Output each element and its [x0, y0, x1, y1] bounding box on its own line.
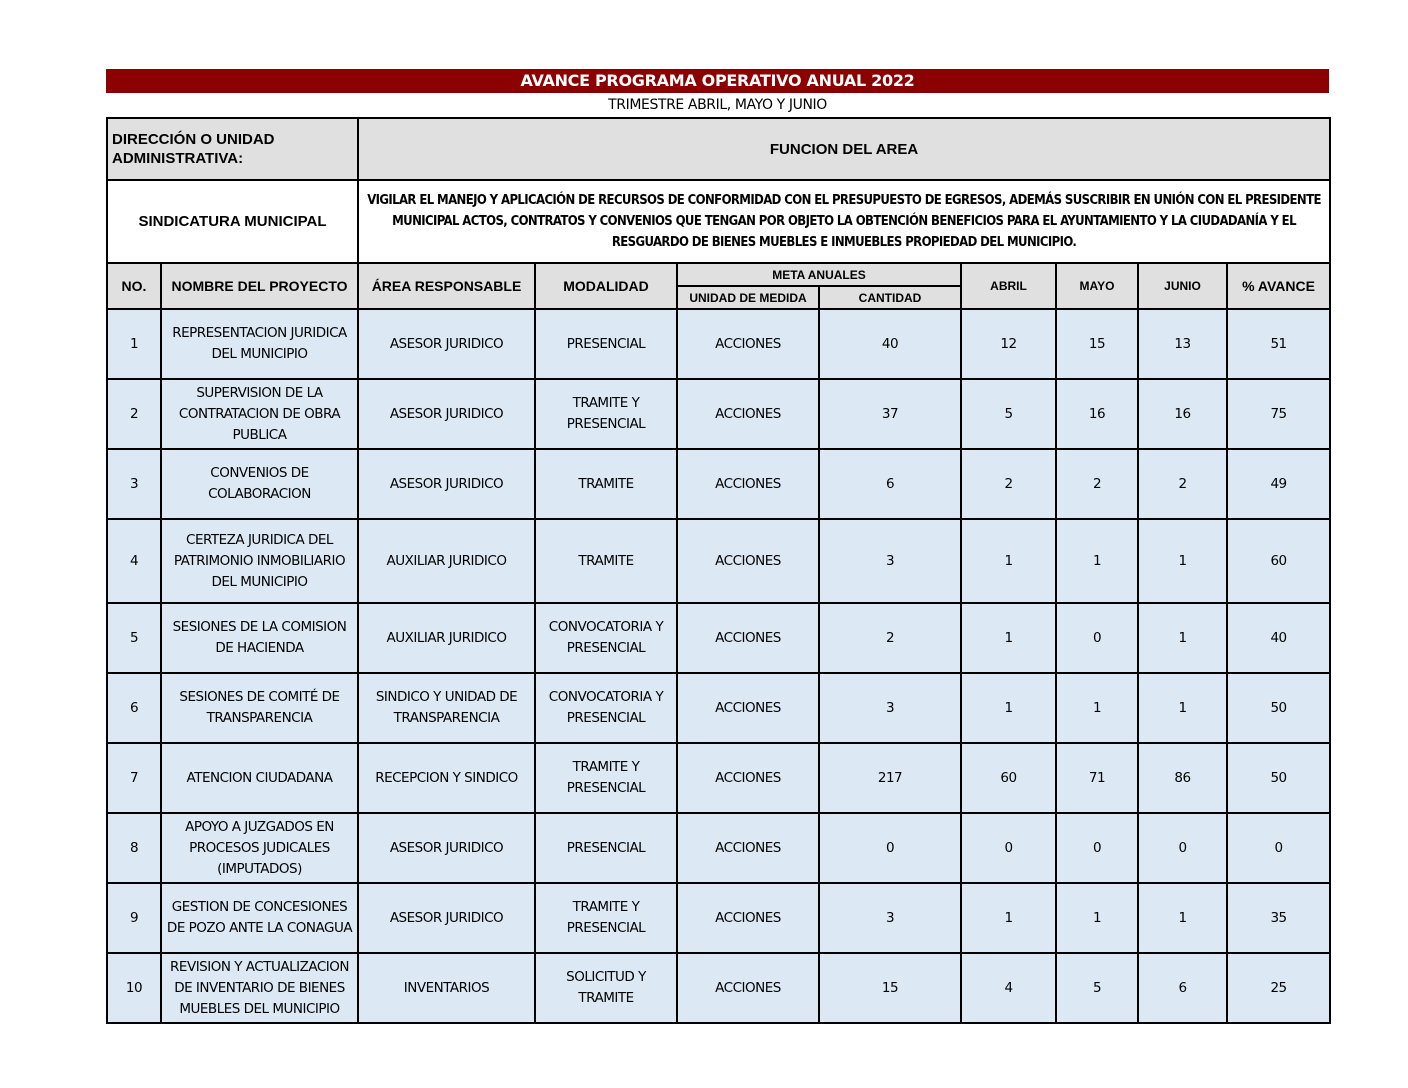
cell-april: 1 — [961, 673, 1056, 743]
cell-no: 4 — [107, 519, 161, 603]
cell-april: 60 — [961, 743, 1056, 813]
table-row — [107, 379, 1330, 449]
cell-qty: 0 — [819, 813, 961, 883]
cell-area: AUXILIAR JURIDICO — [358, 603, 535, 673]
cell-june: 13 — [1138, 309, 1227, 379]
cell-unit: ACCIONES — [677, 743, 819, 813]
cell-june: 1 — [1138, 883, 1227, 953]
cell-no: 7 — [107, 743, 161, 813]
table-row — [107, 883, 1330, 953]
cell-unit: ACCIONES — [677, 309, 819, 379]
cell-area: ASESOR JURIDICO — [358, 883, 535, 953]
col-header-mode: MODALIDAD — [535, 263, 677, 309]
cell-may: 1 — [1056, 883, 1138, 953]
unit-label: DIRECCIÓN O UNIDAD ADMINISTRATIVA: — [107, 118, 358, 180]
cell-may: 71 — [1056, 743, 1138, 813]
cell-mode: CONVOCATORIA Y PRESENCIAL — [535, 603, 677, 673]
cell-no: 10 — [107, 953, 161, 1023]
cell-progress: 50 — [1227, 673, 1330, 743]
cell-mode: TRAMITE — [535, 449, 677, 519]
cell-area: ASESOR JURIDICO — [358, 379, 535, 449]
cell-may: 15 — [1056, 309, 1138, 379]
cell-qty: 37 — [819, 379, 961, 449]
cell-progress: 49 — [1227, 449, 1330, 519]
col-header-june: JUNIO — [1138, 263, 1227, 309]
cell-april: 4 — [961, 953, 1056, 1023]
cell-project: APOYO A JUZGADOS EN PROCESOS JUDICALES (IMPUTADOS) — [161, 813, 358, 883]
cell-mode: TRAMITE — [535, 519, 677, 603]
unit-value: SINDICATURA MUNICIPAL — [107, 180, 358, 263]
cell-no: 9 — [107, 883, 161, 953]
cell-no: 8 — [107, 813, 161, 883]
cell-april: 1 — [961, 883, 1056, 953]
cell-june: 0 — [1138, 813, 1227, 883]
col-header-progress: % AVANCE — [1227, 263, 1330, 309]
col-header-may: MAYO — [1056, 263, 1138, 309]
col-header-meta: META ANUALES — [677, 263, 961, 286]
cell-project: REPRESENTACION JURIDICA DEL MUNICIPIO — [161, 309, 358, 379]
cell-area: INVENTARIOS — [358, 953, 535, 1023]
cell-unit: ACCIONES — [677, 449, 819, 519]
cell-progress: 25 — [1227, 953, 1330, 1023]
cell-june: 1 — [1138, 673, 1227, 743]
cell-mode: TRAMITE Y PRESENCIAL — [535, 379, 677, 449]
cell-june: 86 — [1138, 743, 1227, 813]
table-row — [107, 449, 1330, 519]
cell-mode: TRAMITE Y PRESENCIAL — [535, 883, 677, 953]
document-subtitle: TRIMESTRE ABRIL, MAYO Y JUNIO — [608, 97, 827, 113]
cell-project: GESTION DE CONCESIONES DE POZO ANTE LA CONAGUA — [161, 883, 358, 953]
cell-progress: 40 — [1227, 603, 1330, 673]
cell-april: 12 — [961, 309, 1056, 379]
cell-unit: ACCIONES — [677, 813, 819, 883]
cell-unit: ACCIONES — [677, 673, 819, 743]
col-header-april: ABRIL — [961, 263, 1056, 309]
cell-no: 5 — [107, 603, 161, 673]
cell-project: CERTEZA JURIDICA DEL PATRIMONIO INMOBILIARIO DEL MUNICIPIO — [161, 519, 358, 603]
cell-qty: 3 — [819, 673, 961, 743]
function-label: FUNCION DEL AREA — [358, 118, 1330, 180]
cell-unit: ACCIONES — [677, 603, 819, 673]
cell-june: 16 — [1138, 379, 1227, 449]
col-header-no: NO. — [107, 263, 161, 309]
cell-may: 5 — [1056, 953, 1138, 1023]
cell-area: ASESOR JURIDICO — [358, 309, 535, 379]
table-row — [107, 309, 1330, 379]
cell-no: 2 — [107, 379, 161, 449]
document-title: AVANCE PROGRAMA OPERATIVO ANUAL 2022 — [106, 69, 1329, 93]
cell-mode: TRAMITE Y PRESENCIAL — [535, 743, 677, 813]
cell-mode: SOLICITUD Y TRAMITE — [535, 953, 677, 1023]
cell-project: ATENCION CIUDADANA — [161, 743, 358, 813]
table-row — [107, 603, 1330, 673]
table-row — [107, 673, 1330, 743]
cell-progress: 35 — [1227, 883, 1330, 953]
cell-qty: 217 — [819, 743, 961, 813]
cell-unit: ACCIONES — [677, 519, 819, 603]
cell-may: 1 — [1056, 519, 1138, 603]
cell-qty: 40 — [819, 309, 961, 379]
cell-progress: 51 — [1227, 309, 1330, 379]
cell-qty: 2 — [819, 603, 961, 673]
col-header-area: ÁREA RESPONSABLE — [358, 263, 535, 309]
cell-april: 5 — [961, 379, 1056, 449]
table-row — [107, 953, 1330, 1023]
cell-mode: PRESENCIAL — [535, 813, 677, 883]
cell-june: 6 — [1138, 953, 1227, 1023]
cell-progress: 0 — [1227, 813, 1330, 883]
cell-progress: 50 — [1227, 743, 1330, 813]
cell-project: SUPERVISION DE LA CONTRATACION DE OBRA PUBLICA — [161, 379, 358, 449]
cell-area: SINDICO Y UNIDAD DE TRANSPARENCIA — [358, 673, 535, 743]
cell-area: RECEPCION Y SINDICO — [358, 743, 535, 813]
cell-qty: 6 — [819, 449, 961, 519]
cell-april: 1 — [961, 519, 1056, 603]
cell-no: 1 — [107, 309, 161, 379]
cell-june: 1 — [1138, 603, 1227, 673]
cell-project: CONVENIOS DE COLABORACION — [161, 449, 358, 519]
cell-area: ASESOR JURIDICO — [358, 449, 535, 519]
function-value: VIGILAR EL MANEJO Y APLICACIÓN DE RECURSOS DE CONFORMIDAD CON EL PRESUPUESTO DE EGRESOS, ADEMÁS SUSCRIBIR EN UNIÓN CON EL PRESIDENTE MUNICIPAL ACTOS, CONTRATOS Y CONVENIOS QUE TENGAN POR OBJETO LA OBTENCIÓN BENEFICIOS PARA EL AYUNTAMIENTO Y LA CIUDADANÍA Y EL RESGUARDO DE BIENES MUEBLES E INMUEBLES PROPIEDAD DEL MUNICIPIO. — [358, 180, 1330, 263]
cell-unit: ACCIONES — [677, 883, 819, 953]
cell-may: 0 — [1056, 603, 1138, 673]
cell-qty: 15 — [819, 953, 961, 1023]
cell-project: SESIONES DE LA COMISION DE HACIENDA — [161, 603, 358, 673]
cell-no: 3 — [107, 449, 161, 519]
col-header-unit: UNIDAD DE MEDIDA — [677, 286, 819, 309]
cell-june: 2 — [1138, 449, 1227, 519]
cell-mode: PRESENCIAL — [535, 309, 677, 379]
cell-may: 16 — [1056, 379, 1138, 449]
col-header-project: NOMBRE DEL PROYECTO — [161, 263, 358, 309]
cell-mode: CONVOCATORIA Y PRESENCIAL — [535, 673, 677, 743]
cell-unit: ACCIONES — [677, 379, 819, 449]
table-row — [107, 519, 1330, 603]
cell-april: 1 — [961, 603, 1056, 673]
cell-may: 2 — [1056, 449, 1138, 519]
cell-may: 0 — [1056, 813, 1138, 883]
cell-project: REVISION Y ACTUALIZACION DE INVENTARIO DE BIENES MUEBLES DEL MUNICIPIO — [161, 953, 358, 1023]
cell-no: 6 — [107, 673, 161, 743]
table-row — [107, 743, 1330, 813]
cell-april: 2 — [961, 449, 1056, 519]
cell-progress: 60 — [1227, 519, 1330, 603]
cell-area: AUXILIAR JURIDICO — [358, 519, 535, 603]
cell-april: 0 — [961, 813, 1056, 883]
col-header-qty: CANTIDAD — [819, 286, 961, 309]
cell-may: 1 — [1056, 673, 1138, 743]
cell-qty: 3 — [819, 519, 961, 603]
cell-project: SESIONES DE COMITÉ DE TRANSPARENCIA — [161, 673, 358, 743]
cell-unit: ACCIONES — [677, 953, 819, 1023]
cell-qty: 3 — [819, 883, 961, 953]
cell-area: ASESOR JURIDICO — [358, 813, 535, 883]
poa-table — [106, 117, 1331, 1024]
table-row — [107, 813, 1330, 883]
cell-june: 1 — [1138, 519, 1227, 603]
cell-progress: 75 — [1227, 379, 1330, 449]
